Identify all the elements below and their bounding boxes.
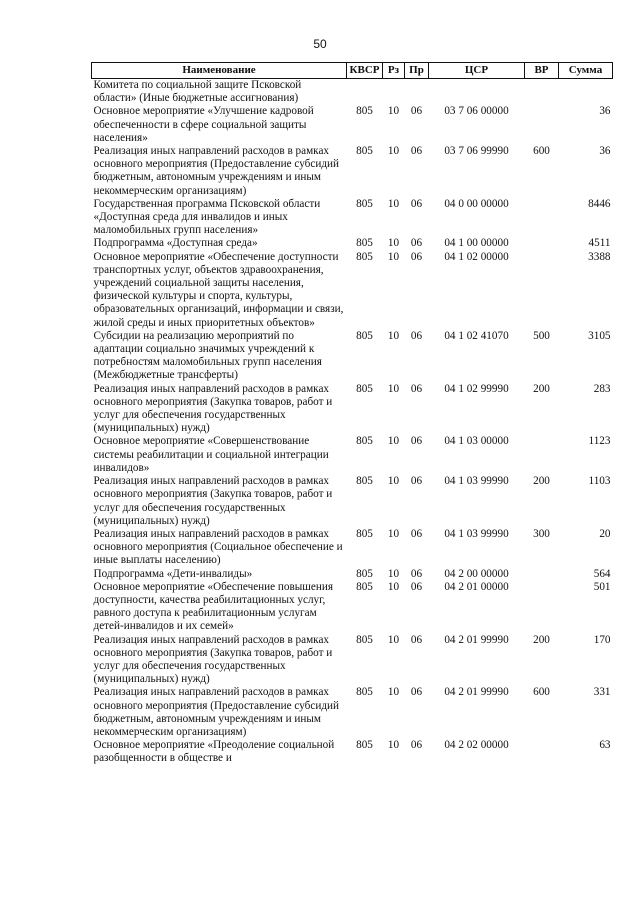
cell-kvsr: 805 [356,633,373,646]
cell-kvsr: 805 [356,527,373,540]
cell-name: Реализация иных направлений расходов в рамках основного мероприятия (Закупка товаров, работ и услуг для обеспечения государственных (муниципальных) нужд) [93,475,333,527]
cell-rz [383,79,405,106]
cell-kvsr: 805 [356,567,373,580]
table-row [92,581,613,634]
cell-kvsr: 805 [356,250,373,263]
cell-sum: 283 [593,382,611,395]
cell-name: Основное мероприятие «Преодоление социальной разобщенности в обществе и [93,739,335,765]
cell-rz: 10 [387,739,400,752]
cell-pr: 06 [410,145,423,158]
cell-rz: 10 [387,633,400,646]
cell-rz: 10 [387,475,400,488]
table-row [92,528,613,568]
table-row [92,475,613,528]
cell-vr [525,568,559,581]
cell-csr: 04 2 00 00000 [444,567,509,580]
cell-vr: 200 [533,633,550,646]
cell-pr: 06 [410,382,423,395]
cell-name: Реализация иных направлений расходов в рамках основного мероприятия (Предоставление субсидий бюджетным, автономным учреждениям и иным некоммерческим организациям) [93,686,339,738]
cell-pr: 06 [410,197,423,210]
cell-rz: 10 [387,580,400,593]
cell-pr: 06 [410,435,423,448]
cell-vr [525,435,559,475]
cell-csr: 04 2 01 99990 [444,633,509,646]
table-row [92,568,613,581]
cell-sum: 36 [599,105,611,118]
cell-pr: 06 [410,567,423,580]
page-number: 50 [313,37,327,51]
cell-csr: 04 1 03 99990 [444,475,509,488]
cell-rz: 10 [387,250,400,263]
cell-sum: 4511 [588,237,611,250]
cell-csr: 04 1 03 99990 [444,527,509,540]
cell-vr: 500 [533,329,550,342]
cell-vr [525,581,559,634]
table-row [92,105,613,145]
cell-sum: 3105 [588,329,611,342]
cell-rz: 10 [387,237,400,250]
cell-csr: 04 0 00 00000 [444,197,509,210]
cell-rz: 10 [387,686,400,699]
table-row [92,237,613,250]
cell-rz: 10 [387,329,400,342]
cell-vr: 300 [533,527,550,540]
table-body [92,79,613,766]
cell-vr: 600 [533,145,550,158]
cell-name: Реализация иных направлений расходов в рамках основного мероприятия (Социальное обеспечение и иные выплаты населению) [93,527,343,567]
header-csr: ЦСР [429,63,525,79]
cell-csr: 04 1 00 00000 [444,237,509,250]
cell-kvsr: 805 [356,475,373,488]
cell-vr: 200 [533,382,550,395]
cell-kvsr: 805 [356,145,373,158]
cell-name: Подпрограмма «Дети-инвалиды» [93,567,253,580]
table-row [92,383,613,436]
header-vr: ВР [525,63,559,79]
cell-rz: 10 [387,527,400,540]
header-kvsr: КВСР [347,63,383,79]
cell-sum: 3388 [588,250,611,263]
cell-sum: 1123 [588,435,611,448]
table-row [92,435,613,475]
cell-csr: 04 2 01 99990 [444,686,509,699]
cell-rz: 10 [387,145,400,158]
cell-pr: 06 [410,105,423,118]
cell-name: Реализация иных направлений расходов в рамках основного мероприятия (Закупка товаров, работ и услуг для обеспечения государственных (муниципальных) нужд) [93,633,333,686]
header-sum: Сумма [559,63,613,79]
cell-sum: 20 [599,527,611,540]
cell-pr: 06 [410,633,423,646]
cell-name: Основное мероприятие «Обеспечение доступности транспортных услуг, объектов здравоохранения, учреждений социальной защиты населения, физической культуры и спорта, культуры, образовательных организаций, информации и связи, жилой среды и иных приоритетных объектов» [93,250,344,329]
cell-kvsr: 805 [356,739,373,752]
cell-name: Государственная программа Псковской области «Доступная среда для инвалидов и иных маломобильных групп населения» [93,197,321,237]
table-header [92,63,613,79]
table-row [92,251,613,330]
cell-csr [429,79,525,106]
cell-pr: 06 [410,739,423,752]
cell-name: Субсидии на реализацию мероприятий по адаптации социально значимых учреждений к потребностям маломобильных групп населения (Межбюджетные трансферты) [93,329,322,382]
cell-rz: 10 [387,382,400,395]
cell-sum: 170 [593,633,611,646]
cell-name: Подпрограмма «Доступная среда» [93,237,258,250]
cell-csr: 04 1 02 41070 [444,329,509,342]
cell-vr [525,739,559,765]
cell-pr: 06 [410,329,423,342]
cell-pr: 06 [410,475,423,488]
cell-pr [405,79,429,106]
cell-kvsr: 805 [356,197,373,210]
table-row [92,330,613,383]
cell-rz: 10 [387,435,400,448]
cell-sum: 1103 [588,475,611,488]
header-pr: Пр [405,63,429,79]
cell-csr: 04 2 01 00000 [444,580,509,593]
cell-csr: 04 2 02 00000 [444,739,509,752]
cell-kvsr: 805 [356,580,373,593]
cell-kvsr: 805 [356,686,373,699]
table-row [92,145,613,198]
cell-vr [525,79,559,106]
header-row [92,63,613,79]
cell-sum [559,79,613,106]
cell-vr: 200 [533,475,550,488]
cell-kvsr: 805 [356,105,373,118]
cell-sum: 501 [593,580,611,593]
cell-vr [525,105,559,145]
table-row [92,79,613,106]
cell-name: Реализация иных направлений расходов в рамках основного мероприятия (Предоставление субсидий бюджетным, автономным учреждениям и иным некоммерческим организациям) [93,145,339,197]
cell-kvsr: 805 [356,237,373,250]
cell-vr [525,237,559,250]
cell-name: Основное мероприятие «Обеспечение повышения доступности, качества реабилитационных услуг, равного доступа к реабилитационным услугам детей-инвалидов и их семей» [93,580,333,633]
cell-pr: 06 [410,250,423,263]
cell-csr: 04 1 03 00000 [444,435,509,448]
cell-kvsr: 805 [356,382,373,395]
cell-kvsr: 805 [356,435,373,448]
cell-vr [525,198,559,238]
table-row [92,634,613,687]
cell-pr: 06 [410,237,423,250]
cell-sum: 331 [593,686,611,699]
cell-vr: 600 [533,686,550,699]
cell-vr [525,251,559,330]
cell-name: Основное мероприятие «Совершенствование системы реабилитации и социальной интеграции инвалидов» [93,435,329,474]
cell-csr: 03 7 06 99990 [444,145,509,158]
cell-rz: 10 [387,105,400,118]
cell-name: Комитета по социальной защите Псковской области» (Иные бюджетные ассигнования) [93,79,302,105]
cell-pr: 06 [410,527,423,540]
cell-sum: 8446 [588,197,611,210]
cell-sum: 36 [599,145,611,158]
cell-csr: 04 1 02 99990 [444,382,509,395]
cell-rz: 10 [387,197,400,210]
cell-pr: 06 [410,580,423,593]
table-row [92,198,613,238]
cell-sum: 564 [593,567,611,580]
cell-kvsr: 805 [356,329,373,342]
header-rz: Рз [383,63,405,79]
cell-pr: 06 [410,686,423,699]
cell-name: Основное мероприятие «Улучшение кадровой обеспеченности в сфере социальной защиты населения» [93,105,314,144]
budget-table [91,62,613,766]
cell-rz: 10 [387,567,400,580]
cell-name: Реализация иных направлений расходов в рамках основного мероприятия (Закупка товаров, работ и услуг для обеспечения государственных (муниципальных) нужд) [93,382,333,435]
header-name: Наименование [92,63,347,79]
cell-kvsr [347,79,383,106]
table-row [92,686,613,739]
cell-sum: 63 [599,739,611,752]
cell-csr: 04 1 02 00000 [444,250,509,263]
cell-csr: 03 7 06 00000 [444,105,509,118]
table-row [92,739,613,765]
